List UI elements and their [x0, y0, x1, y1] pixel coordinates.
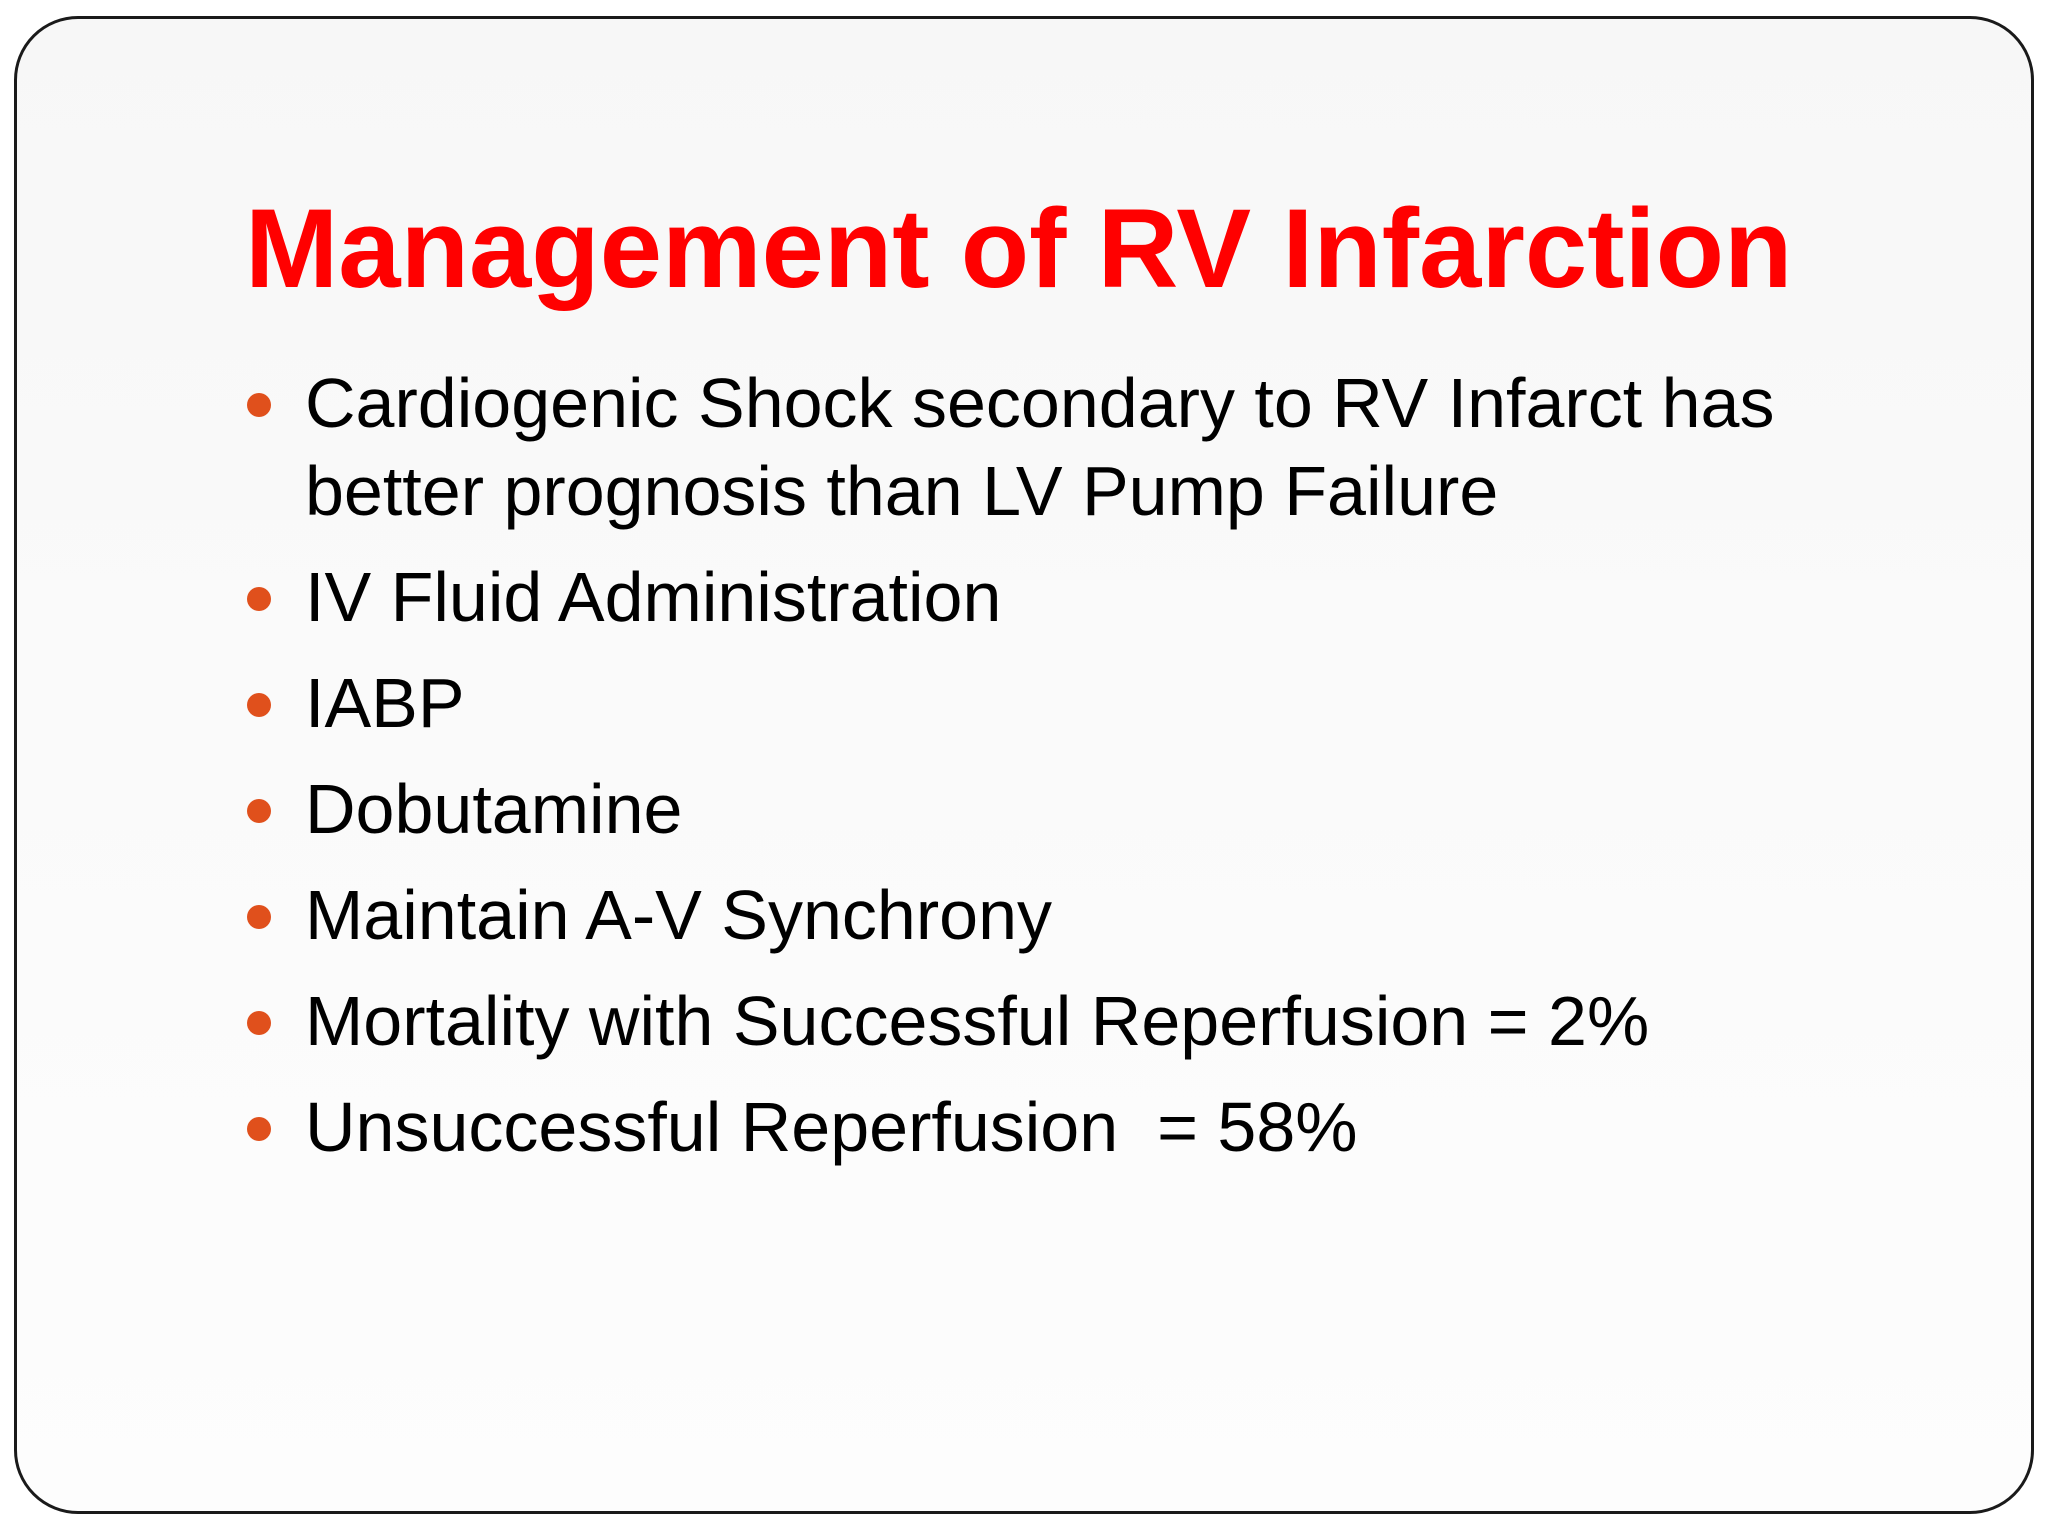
bullet-dot-icon [247, 905, 271, 929]
bullet-dot-icon [247, 1011, 271, 1035]
list-item [245, 359, 1885, 535]
list-item [245, 871, 1885, 959]
bullet-dot-icon [247, 693, 271, 717]
list-item [245, 659, 1885, 747]
bullet-text: Dobutamine [305, 770, 683, 848]
bullet-text: IABP [305, 664, 465, 742]
bullet-text: Unsuccessful Reperfusion = 58% [305, 1088, 1358, 1166]
bullet-text: Maintain A-V Synchrony [305, 876, 1053, 954]
bullet-list [245, 359, 1885, 1189]
bullet-dot-icon [247, 799, 271, 823]
list-item [245, 553, 1885, 641]
list-item [245, 977, 1885, 1065]
list-item [245, 765, 1885, 853]
slide-title: Management of RV Infarction [245, 186, 1793, 311]
bullet-dot-icon [247, 1117, 271, 1141]
bullet-dot-icon [247, 393, 271, 417]
bullet-text: Cardiogenic Shock secondary to RV Infarct has better prognosis than LV Pump Failure [305, 364, 1794, 530]
slide [14, 16, 2034, 1514]
list-item [245, 1083, 1885, 1171]
bullet-text: Mortality with Successful Reperfusion = 2% [305, 982, 1650, 1060]
bullet-text: IV Fluid Administration [305, 558, 1002, 636]
bullet-dot-icon [247, 587, 271, 611]
